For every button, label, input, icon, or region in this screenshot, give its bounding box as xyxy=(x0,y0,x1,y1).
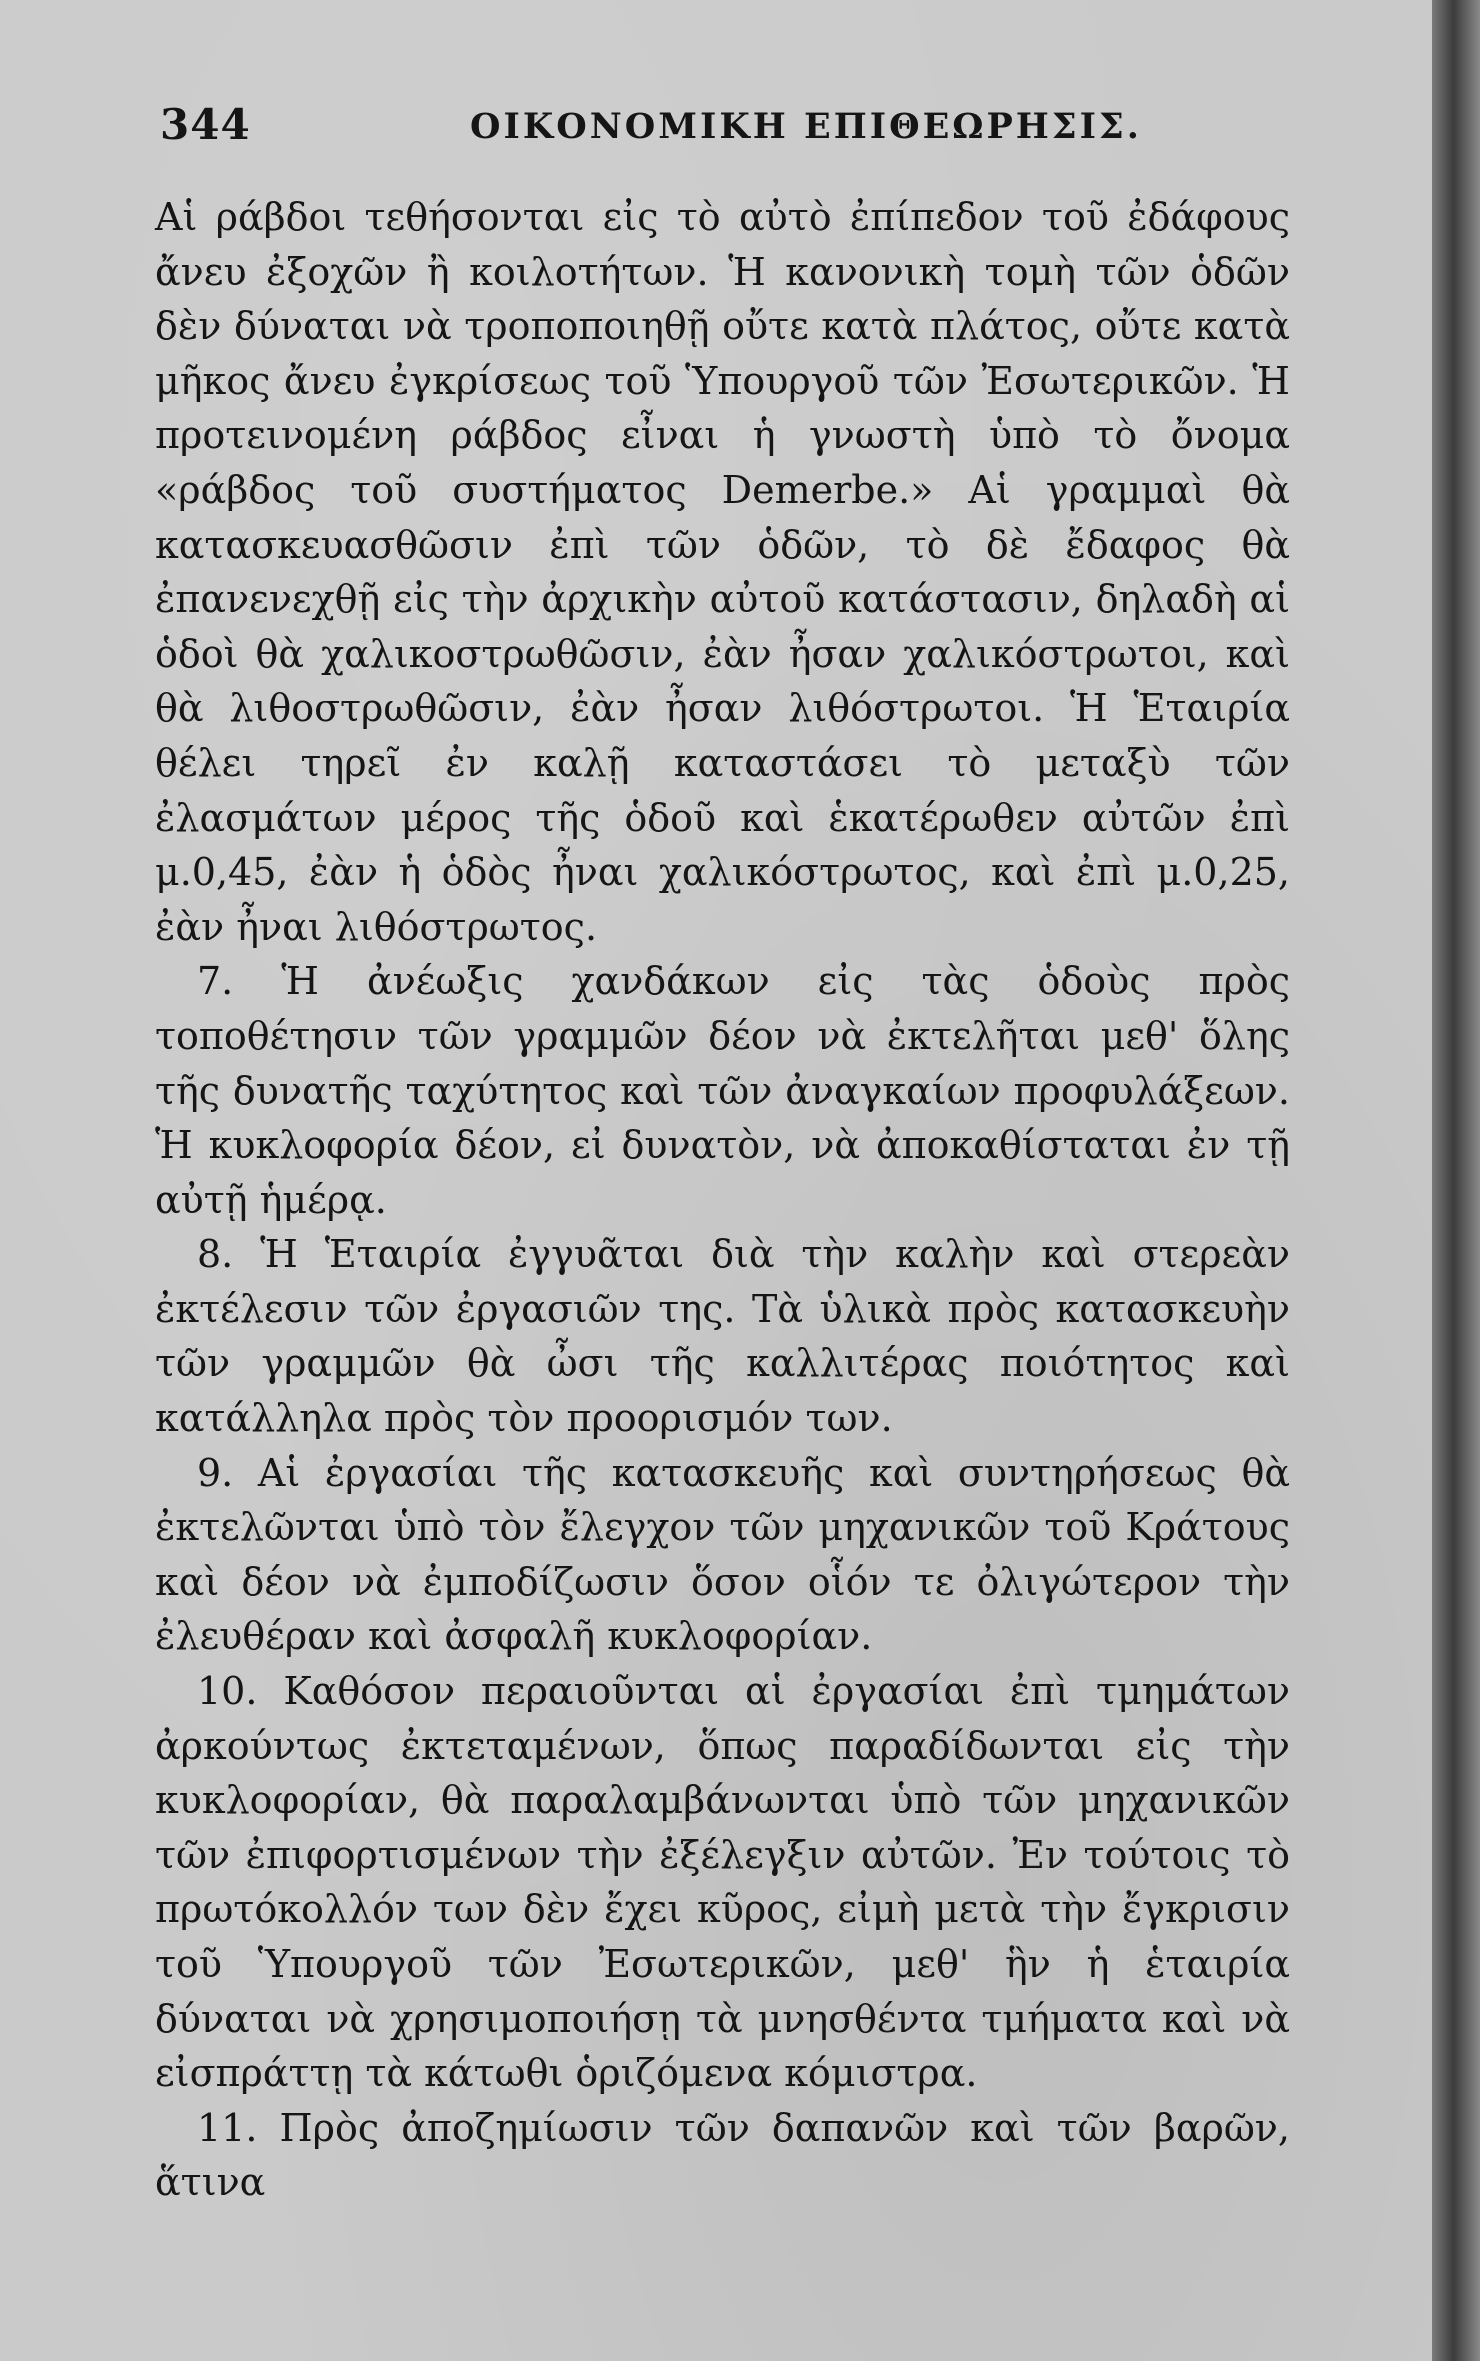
page-header xyxy=(160,100,1310,170)
page-number: 344 xyxy=(160,100,251,149)
paragraph-11: 11. Πρὸς ἀποζημίωσιν τῶν δαπανῶν καὶ τῶν βαρῶν, ἅτινα xyxy=(155,2105,1290,2205)
paragraph-8: 8. Ἡ Ἑταιρία ἐγγυᾶται διὰ τὴν καλὴν καὶ στερεὰν ἐκτέλεσιν τῶν ἐργασιῶν της. Τὰ ὑλικὰ πρὸς κατασκευὴν τῶν γραμμῶν θὰ ὦσι τῆς καλλιτέρας ποιότητος καὶ κατάλληλα πρὸς τὸν προορισμόν των. xyxy=(155,1232,1290,1441)
paragraph-10: 10. Καθόσον περαιοῦνται αἱ ἐργασίαι ἐπὶ τμημάτων ἀρκούντως ἐκτεταμένων, ὅπως παραδίδωνται εἰς τὴν κυκλοφορίαν, θὰ παραλαμβάνωνται ὑπὸ τῶν μηχανικῶν τῶν ἐπιφορτισμένων τὴν ἐξέλεγξιν αὐτῶν. Ἐν τούτοις τὸ πρωτόκολλόν των δὲν ἔχει κῦρος, εἰμὴ μετὰ τὴν ἔγκρισιν τοῦ Ὑπουργοῦ τῶν Ἐσωτερικῶν, μεθ' ἣν ἡ ἑταιρία δύναται νὰ χρησιμοποιήσῃ τὰ μνησθέντα τμήματα καὶ νὰ εἰσπράττῃ τὰ κάτωθι ὁριζόμενα κόμιστρα. xyxy=(155,1669,1290,2096)
paragraph-7: 7. Ἡ ἀνέωξις χανδάκων εἰς τὰς ὁδοὺς πρὸς τοποθέτησιν τῶν γραμμῶν δέον νὰ ἐκτελῆται μεθ' ὅλης τῆς δυνατῆς ταχύτητος καὶ τῶν ἀναγκαίων προφυλάξεων. Ἡ κυκλοφορία δέον, εἰ δυνατὸν, νὰ ἀποκαθίσταται ἐν τῇ αὐτῇ ἡμέρᾳ. xyxy=(155,959,1290,1222)
book-binding-edge xyxy=(1432,0,1480,2361)
body-text xyxy=(155,190,1290,2210)
paragraph-9: 9. Αἱ ἐργασίαι τῆς κατασκευῆς καὶ συντηρήσεως θὰ ἐκτελῶνται ὑπὸ τὸν ἔλεγχον τῶν μηχανικῶν τοῦ Κράτους καὶ δέον νὰ ἐμποδίζωσιν ὅσον οἷόν τε ὀλιγώτερον τὴν ἐλευθέραν καὶ ἀσφαλῆ κυκλοφορίαν. xyxy=(155,1450,1290,1659)
paragraph-continuation: Αἱ ράβδοι τεθήσονται εἰς τὸ αὐτὸ ἐπίπεδον τοῦ ἐδάφους ἄνευ ἐξοχῶν ἢ κοιλοτήτων. Ἡ κανονικὴ τομὴ τῶν ὁδῶν δὲν δύναται νὰ τροποποιηθῇ οὔτε κατὰ πλάτος, οὔτε κατὰ μῆκος ἄνευ ἐγκρίσεως τοῦ Ὑπουργοῦ τῶν Ἐσωτερικῶν. Ἡ προτεινομένη ράβδος εἶναι ἡ γνωστὴ ὑπὸ τὸ ὄνομα «ράβδος τοῦ συστήματος Demerbe.» Αἱ γραμμαὶ θὰ κατασκευασθῶσιν ἐπὶ τῶν ὁδῶν, τὸ δὲ ἔδαφος θὰ ἐπανενεχθῇ εἰς τὴν ἀρχικὴν αὐτοῦ κατάστασιν, δηλαδὴ αἱ ὁδοὶ θὰ χαλικοστρωθῶσιν, ἐὰν ἦσαν χαλικόστρωτοι, καὶ θὰ λιθοστρωθῶσιν, ἐὰν ἦσαν λιθόστρωτοι. Ἡ Ἑταιρία θέλει τηρεῖ ἐν καλῇ καταστάσει τὸ μεταξὺ τῶν ἐλασμάτων μέρος τῆς ὁδοῦ καὶ ἑκατέρωθεν αὐτῶν ἐπὶ μ.0,45, ἐὰν ἡ ὁδὸς ἦναι χαλικόστρωτος, καὶ ἐπὶ μ.0,25, ἐὰν ἦναι λιθόστρωτος. xyxy=(155,195,1290,949)
running-title: ΟΙΚΟΝΟΜΙΚΗ ΕΠΙΘΕΩΡΗΣΙΣ. xyxy=(470,106,1142,147)
